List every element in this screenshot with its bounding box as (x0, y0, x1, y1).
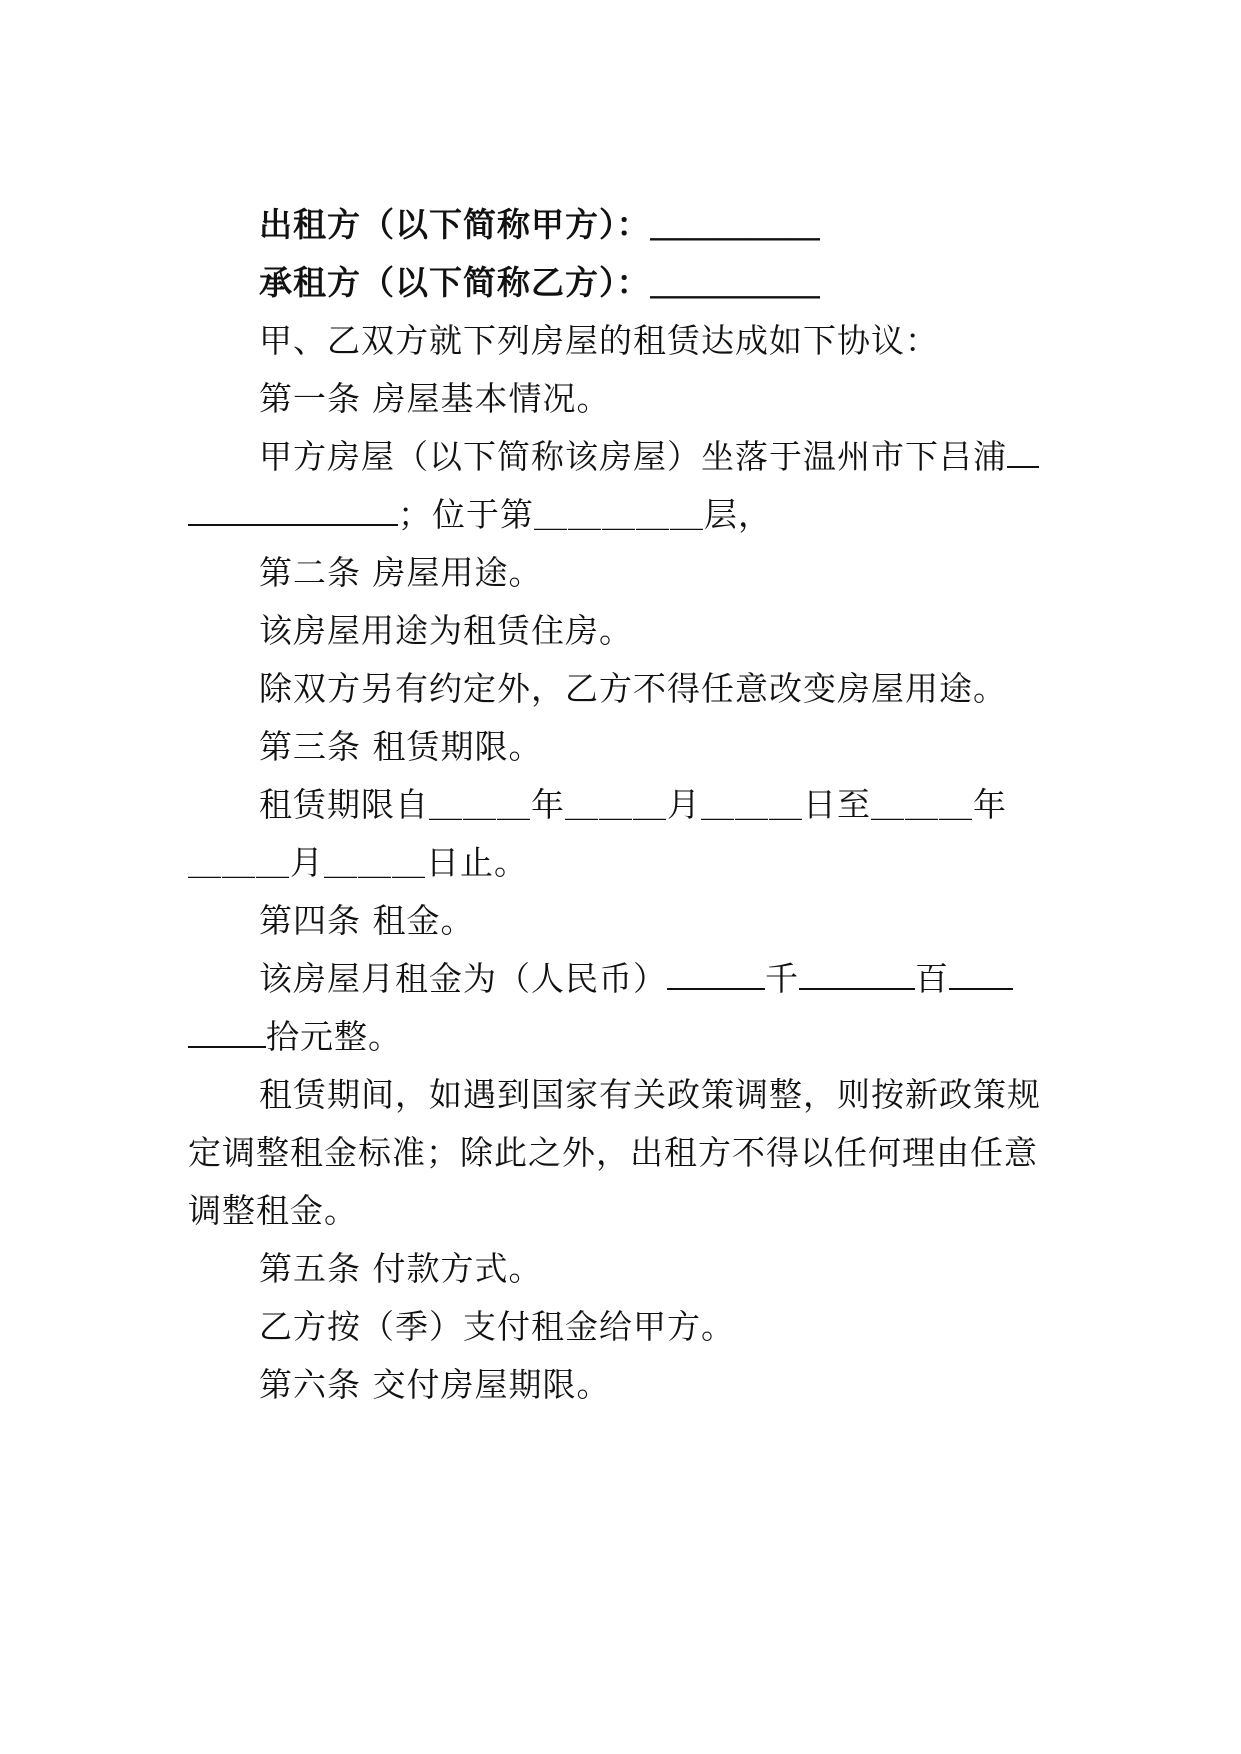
article-1-address-label: 甲方房屋（以下简称该房屋）坐落于温州市下吕浦 (259, 437, 1007, 476)
hundred-blank (799, 958, 915, 990)
article-3-text-first: 租赁期限自＿＿＿年＿＿＿月＿＿＿日至＿＿＿年 (259, 785, 1007, 824)
lessee-line: 承租方（以下简称乙方）：＿＿＿＿＿ (259, 263, 821, 302)
article-4-policy-line-2: 定调整租金标准；除此之外，出租方不得以任何理由任意 (188, 1133, 1038, 1172)
article-4-rent-label: 该房屋月租金为（人民币） (259, 959, 667, 998)
lessor-line: 出租方（以下简称甲方）：＿＿＿＿＿ (259, 205, 821, 244)
article-3-text-second: ＿＿＿月＿＿＿日止。 (188, 843, 528, 882)
article-3-title: 第三条 租赁期限。 (259, 727, 543, 766)
hundred-unit: 百 (915, 959, 949, 998)
thousand-blank (667, 958, 765, 990)
article-2-text-1: 该房屋用途为租赁住房。 (259, 611, 633, 650)
article-2-text-2: 除双方另有约定外，乙方不得任意改变房屋用途。 (259, 669, 1007, 708)
article-4-title: 第四条 租金。 (259, 901, 475, 940)
ten-blank-end (188, 1016, 266, 1048)
article-1-title: 第一条 房屋基本情况。 (259, 379, 611, 418)
article-4-rent-line (0, 957, 1241, 1001)
address-blank-start (1007, 436, 1039, 468)
article-2-title: 第二条 房屋用途。 (259, 553, 543, 592)
article-1-text-second (0, 493, 1241, 537)
ten-blank-start (949, 958, 1013, 990)
article-4-rent-line-2 (0, 1015, 1241, 1059)
intro-text: 甲、乙双方就下列房屋的租赁达成如下协议： (259, 321, 939, 360)
article-5-text: 乙方按（季）支付租金给甲方。 (259, 1307, 735, 1346)
thousand-unit: 千 (765, 959, 799, 998)
article-5-title: 第五条 付款方式。 (259, 1249, 543, 1288)
article-1-floor-text: ；位于第＿＿＿＿＿层， (398, 495, 772, 534)
article-6-title: 第六条 交付房屋期限。 (259, 1365, 611, 1404)
article-4-rent-suffix: 拾元整。 (266, 1017, 402, 1056)
address-blank-end (188, 494, 398, 526)
article-4-policy-line-1: 租赁期间，如遇到国家有关政策调整，则按新政策规 (259, 1075, 1041, 1114)
article-1-text-first (0, 435, 1241, 479)
article-4-policy-line-3: 调整租金。 (188, 1191, 358, 1230)
